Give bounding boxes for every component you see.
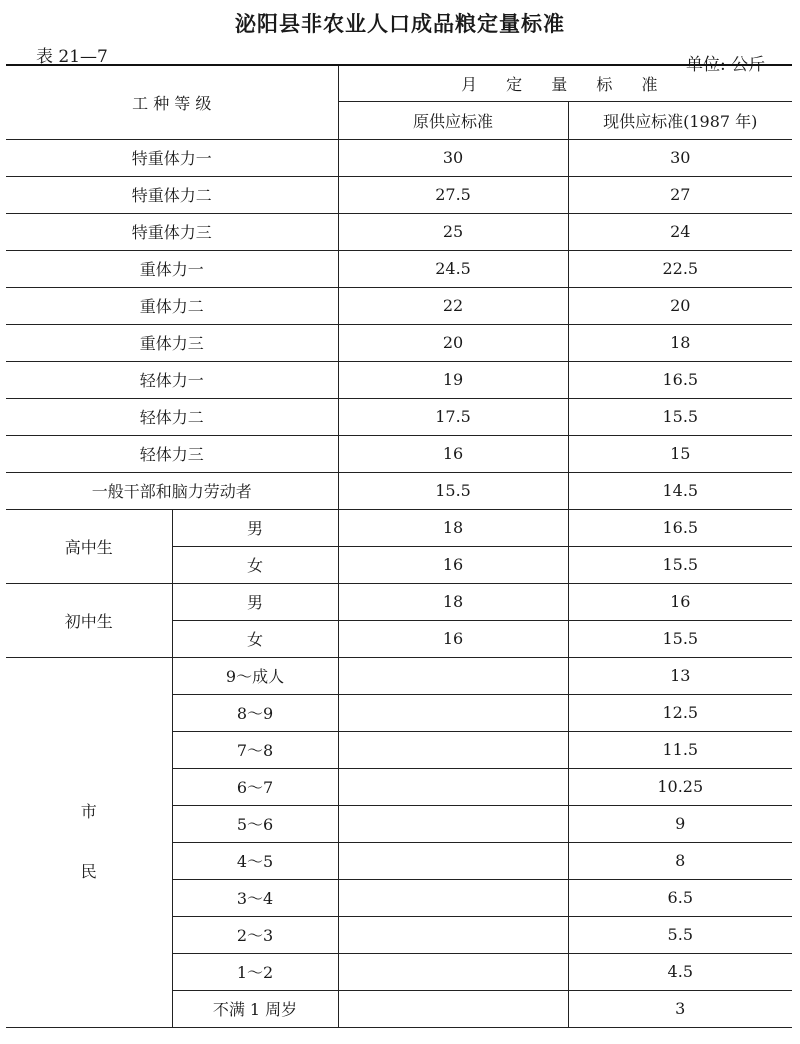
current-value: 13 [568, 657, 792, 694]
table-row [6, 250, 792, 287]
original-value: 24.5 [338, 250, 568, 287]
current-value: 18 [568, 324, 792, 361]
current-value: 14.5 [568, 472, 792, 509]
current-value: 15.5 [568, 620, 792, 657]
row-label: 重体力一 [6, 250, 338, 287]
row-label: 轻体力二 [6, 398, 338, 435]
original-value: 30 [338, 139, 568, 176]
original-value [338, 953, 568, 990]
current-value: 27 [568, 176, 792, 213]
table-row [6, 139, 792, 176]
original-value: 17.5 [338, 398, 568, 435]
current-value: 6.5 [568, 879, 792, 916]
current-value: 30 [568, 139, 792, 176]
current-value: 12.5 [568, 694, 792, 731]
table-row [6, 398, 792, 435]
current-value: 4.5 [568, 953, 792, 990]
current-value: 11.5 [568, 731, 792, 768]
original-value: 19 [338, 361, 568, 398]
sub-label: 不满 1 周岁 [172, 990, 338, 1027]
row-label: 特重体力一 [6, 139, 338, 176]
current-value: 5.5 [568, 916, 792, 953]
grain-quota-table [6, 64, 792, 1028]
current-value: 15.5 [568, 546, 792, 583]
page-title: 泌阳县非农业人口成品粮定量标准 [235, 12, 565, 36]
row-label: 重体力二 [6, 287, 338, 324]
table-row [6, 583, 792, 620]
table-row [6, 472, 792, 509]
table-row [6, 176, 792, 213]
sub-label: 男 [172, 583, 338, 620]
current-value: 16.5 [568, 361, 792, 398]
current-value: 15 [568, 435, 792, 472]
sub-label: 女 [172, 546, 338, 583]
header-category: 工 种 等 级 [6, 65, 338, 139]
current-value: 20 [568, 287, 792, 324]
original-value [338, 879, 568, 916]
current-value: 3 [568, 990, 792, 1027]
sub-label: 男 [172, 509, 338, 546]
original-value [338, 990, 568, 1027]
citizens-label-bottom: 民 [80, 862, 97, 881]
original-value: 20 [338, 324, 568, 361]
current-value: 16 [568, 583, 792, 620]
table-row [6, 213, 792, 250]
original-value: 18 [338, 583, 568, 620]
row-label: 轻体力一 [6, 361, 338, 398]
original-value: 15.5 [338, 472, 568, 509]
sub-label: 4～5 [172, 842, 338, 879]
group-label: 初中生 [6, 583, 172, 657]
original-value: 27.5 [338, 176, 568, 213]
sub-label: 2～3 [172, 916, 338, 953]
unit-label: 单位: 公斤 [686, 55, 766, 75]
sub-label: 3～4 [172, 879, 338, 916]
citizens-label-top: 市 [80, 802, 97, 821]
table-row [6, 435, 792, 472]
sub-label: 5～6 [172, 805, 338, 842]
current-value: 16.5 [568, 509, 792, 546]
header-row-1 [6, 65, 792, 101]
original-value [338, 768, 568, 805]
sub-label: 8～9 [172, 694, 338, 731]
original-value: 16 [338, 546, 568, 583]
original-value: 16 [338, 620, 568, 657]
row-label: 一般干部和脑力劳动者 [6, 472, 338, 509]
row-label: 重体力三 [6, 324, 338, 361]
original-value: 22 [338, 287, 568, 324]
sub-label: 9～成人 [172, 657, 338, 694]
table-row [6, 324, 792, 361]
header-current: 现供应标准(1987 年) [568, 101, 792, 139]
header-original: 原供应标准 [338, 101, 568, 139]
original-value [338, 657, 568, 694]
sub-label: 1～2 [172, 953, 338, 990]
current-value: 10.25 [568, 768, 792, 805]
table-row [6, 361, 792, 398]
original-value [338, 842, 568, 879]
current-value: 24 [568, 213, 792, 250]
original-value: 18 [338, 509, 568, 546]
original-value [338, 694, 568, 731]
original-value [338, 731, 568, 768]
row-label: 特重体力三 [6, 213, 338, 250]
current-value: 22.5 [568, 250, 792, 287]
header-monthly: 月 定 量 标 准 [338, 65, 792, 101]
original-value [338, 916, 568, 953]
current-value: 8 [568, 842, 792, 879]
group-label-citizens [6, 657, 172, 1027]
current-value: 15.5 [568, 398, 792, 435]
group-label: 高中生 [6, 509, 172, 583]
table-row [6, 657, 792, 694]
current-value: 9 [568, 805, 792, 842]
row-label: 轻体力三 [6, 435, 338, 472]
sub-label: 女 [172, 620, 338, 657]
row-label: 特重体力二 [6, 176, 338, 213]
table-number: 表 21—7 [36, 47, 108, 67]
original-value [338, 805, 568, 842]
original-value: 16 [338, 435, 568, 472]
original-value: 25 [338, 213, 568, 250]
sub-label: 7～8 [172, 731, 338, 768]
table-row [6, 509, 792, 546]
table-row [6, 287, 792, 324]
sub-label: 6～7 [172, 768, 338, 805]
